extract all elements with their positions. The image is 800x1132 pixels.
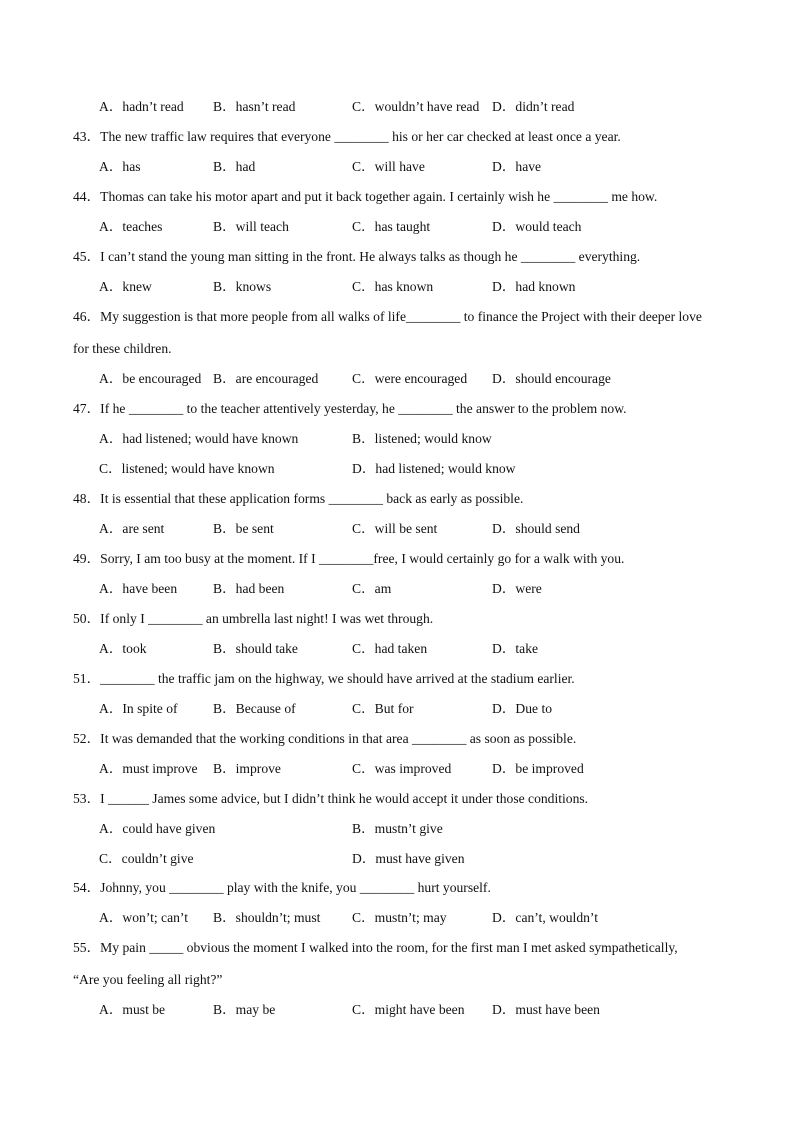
q44-option-b: B．will teach [213, 219, 289, 234]
q47-option-c: C．listened; would have known [99, 461, 275, 476]
q48-option-a: A．are sent [99, 521, 165, 536]
q47-stem: 47．If he ________ to the teacher attentively yesterday, he ________ the answer to the problem now. [73, 401, 627, 416]
q44-stem: 44．Thomas can take his motor apart and put it back together again. I certainly wish he ________ me how. [73, 189, 658, 204]
q44-option-a: A．teaches [99, 219, 163, 234]
q54-option-a: A．won’t; can’t [99, 910, 188, 925]
q54-option-d: D．can’t, wouldn’t [492, 910, 598, 925]
q46-stem-continued: for these children. [73, 341, 172, 356]
q53-stem: 53．I ______ James some advice, but I didn’t think he would accept it under those conditions. [73, 791, 589, 806]
q50-option-a: A．took [99, 641, 147, 656]
q49-option-d: D．were [492, 581, 542, 596]
q51-option-a: A．In spite of [99, 701, 178, 716]
q50-option-c: C．had taken [352, 641, 428, 656]
q55-option-c: C．might have been [352, 1002, 465, 1017]
q53-option-d: D．must have given [352, 851, 465, 866]
q48-stem: 48．It is essential that these application forms ________ back as early as possible. [73, 491, 524, 506]
q47-option-b: B．listened; would know [352, 431, 492, 446]
q52-option-a: A．must improve [99, 761, 198, 776]
q52-option-c: C．was improved [352, 761, 452, 776]
q53-option-a: A．could have given [99, 821, 216, 836]
q55-option-b: B．may be [213, 1002, 276, 1017]
q55-stem-continued: “Are you feeling all right?” [73, 972, 223, 987]
q46-option-b: B．are encouraged [213, 371, 319, 386]
q42-option-b: B．hasn’t read [213, 99, 296, 114]
q45-stem: 45．I can’t stand the young man sitting in the front. He always talks as though he ________ everything. [73, 249, 641, 264]
q45-option-b: B．knows [213, 279, 272, 294]
q48-option-c: C．will be sent [352, 521, 438, 536]
q43-option-c: C．will have [352, 159, 425, 174]
q53-option-c: C．couldn’t give [99, 851, 194, 866]
q54-option-c: C．mustn’t; may [352, 910, 447, 925]
q51-option-b: B．Because of [213, 701, 296, 716]
q51-option-c: C．But for [352, 701, 414, 716]
q52-option-d: D．be improved [492, 761, 584, 776]
q50-stem: 50．If only I ________ an umbrella last night! I was wet through. [73, 611, 434, 626]
q45-option-a: A．knew [99, 279, 152, 294]
q52-option-b: B．improve [213, 761, 281, 776]
q43-option-d: D．have [492, 159, 542, 174]
q42-option-d: D．didn’t read [492, 99, 575, 114]
q46-option-a: A．be encouraged [99, 371, 202, 386]
q43-stem: 43．The new traffic law requires that everyone ________ his or her car checked at least once a year. [73, 129, 621, 144]
q50-option-b: B．should take [213, 641, 298, 656]
q55-stem: 55．My pain _____ obvious the moment I walked into the room, for the first man I met asked sympathetically, [73, 940, 678, 955]
q43-option-b: B．had [213, 159, 256, 174]
q44-option-d: D．would teach [492, 219, 582, 234]
q48-option-d: D．should send [492, 521, 580, 536]
q49-stem: 49．Sorry, I am too busy at the moment. If I ________free, I would certainly go for a walk with you. [73, 551, 625, 566]
q47-option-a: A．had listened; would have known [99, 431, 299, 446]
q47-option-d: D．had listened; would know [352, 461, 516, 476]
q45-option-d: D．had known [492, 279, 576, 294]
q48-option-b: B．be sent [213, 521, 274, 536]
q52-stem: 52．It was demanded that the working conditions in that area ________ as soon as possible. [73, 731, 577, 746]
q43-option-a: A．has [99, 159, 141, 174]
q51-stem: 51．________ the traffic jam on the highway, we should have arrived at the stadium earlier. [73, 671, 575, 686]
q49-option-c: C．am [352, 581, 392, 596]
q45-option-c: C．has known [352, 279, 434, 294]
q54-stem: 54．Johnny, you ________ play with the knife, you ________ hurt yourself. [73, 880, 491, 895]
q42-option-a: A．hadn’t read [99, 99, 184, 114]
q46-option-d: D．should encourage [492, 371, 611, 386]
q44-option-c: C．has taught [352, 219, 431, 234]
q51-option-d: D．Due to [492, 701, 553, 716]
q55-option-d: D．must have been [492, 1002, 600, 1017]
q53-option-b: B．mustn’t give [352, 821, 443, 836]
q46-option-c: C．were encouraged [352, 371, 468, 386]
q54-option-b: B．shouldn’t; must [213, 910, 321, 925]
q55-option-a: A．must be [99, 1002, 166, 1017]
q49-option-a: A．have been [99, 581, 178, 596]
q50-option-d: D．take [492, 641, 539, 656]
q42-option-c: C．wouldn’t have read [352, 99, 480, 114]
q49-option-b: B．had been [213, 581, 285, 596]
q46-stem: 46．My suggestion is that more people from all walks of life________ to finance the Project with their deeper love [73, 309, 702, 324]
